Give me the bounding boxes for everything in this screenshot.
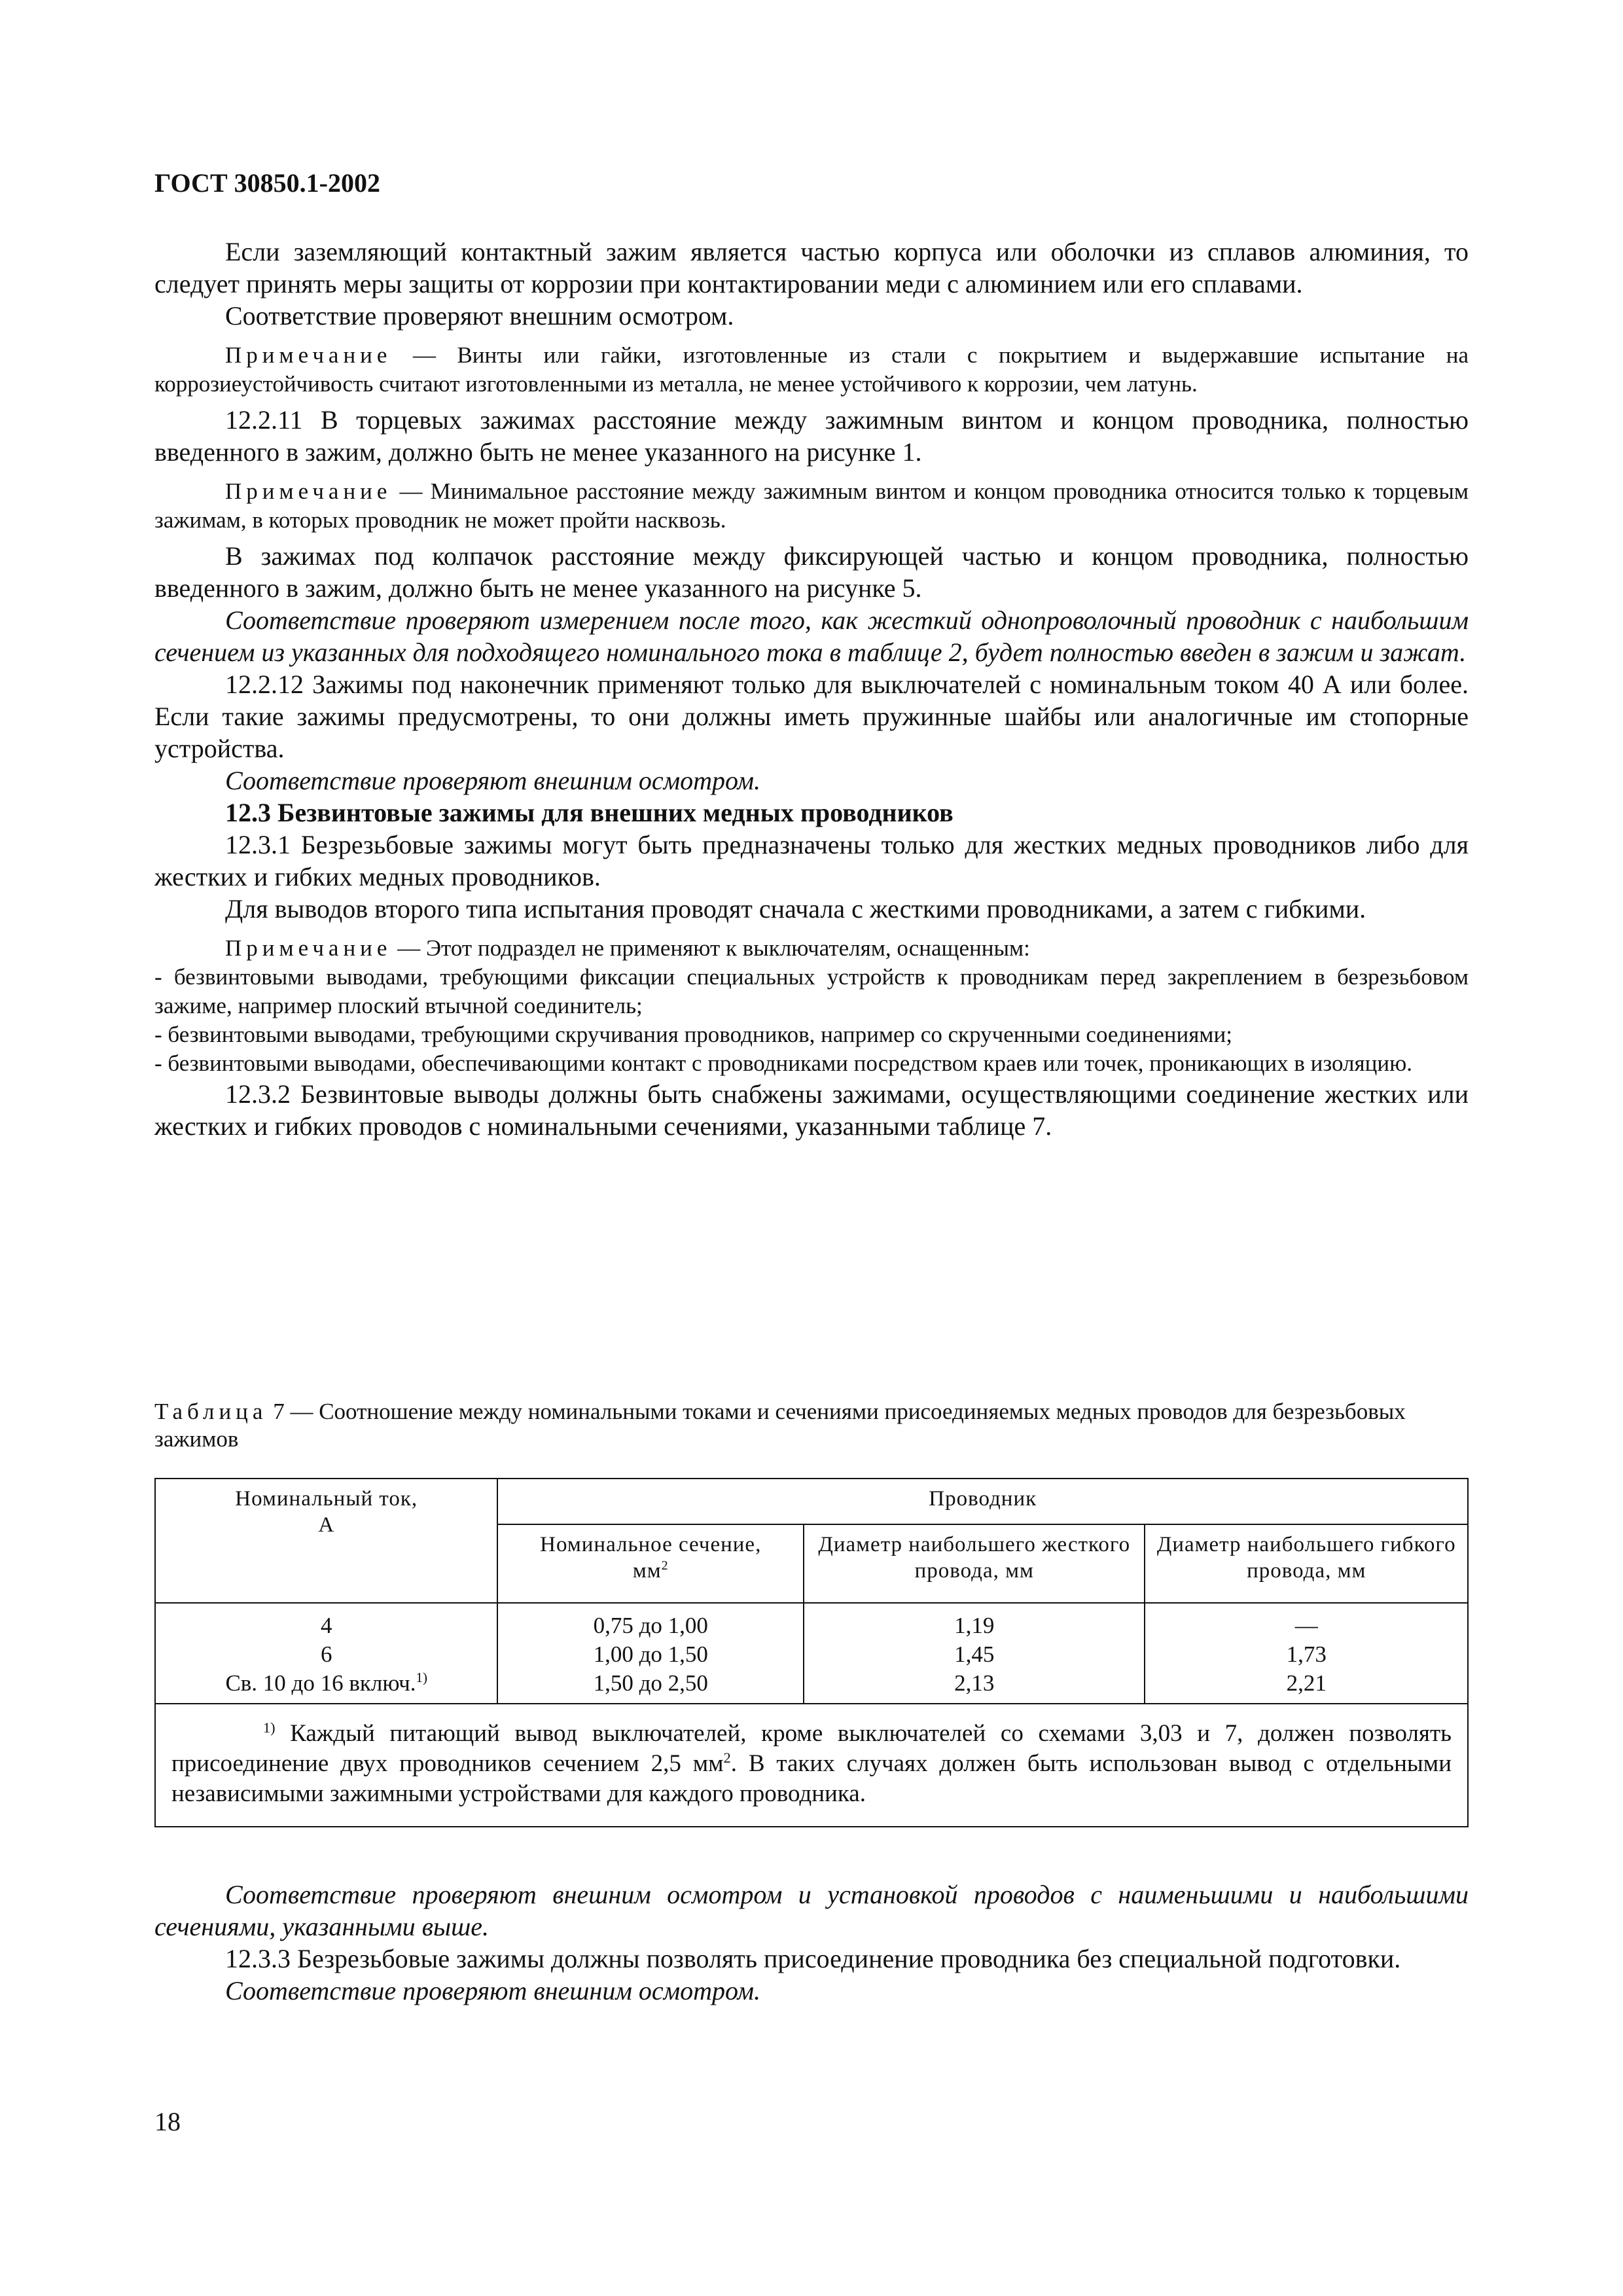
cell-flex: 2,21 <box>1286 1670 1327 1696</box>
note-list-item: - безвинтовыми выводами, требующими скручивания проводников, например со скрученными соединениями; <box>154 1022 1232 1047</box>
page-number: 18 <box>154 2107 181 2136</box>
note <box>154 477 1469 535</box>
note-label: Примечание <box>225 342 392 368</box>
paragraph: Соответствие проверяют измерением после того, как жесткий однопроволочный проводник с наибольшим сечением из указанных для подходящего номинального тока в таблице 2, будет полностью введен в зажим и зажат. <box>154 605 1469 667</box>
header-nominal-section <box>497 1524 804 1603</box>
table-7 <box>154 1478 1469 1827</box>
table-data-rows <box>155 1603 1468 1704</box>
note <box>154 934 1469 963</box>
paragraph: Соответствие проверяют внешним осмотром. <box>225 1976 761 2005</box>
note-text: — Минимальное расстояние между зажимным винтом и концом проводника относится только к торцевым зажимам, в которых проводник не может пройти насквозь. <box>154 478 1469 533</box>
paragraph: В зажимах под колпачок расстояние между фиксирующей частью и концом проводника, полностью введенного в зажим, должно быть не менее указанного на рисунке 5. <box>154 541 1469 603</box>
note <box>154 341 1469 399</box>
column-rigid-diameter <box>804 1603 1145 1704</box>
header-flexible-diameter: Диаметр наибольшего гибкого провода, мм <box>1145 1524 1468 1603</box>
paragraph: Соответствие проверяют внешним осмотром. <box>225 301 734 331</box>
footnote-mark: 1) <box>263 1719 276 1736</box>
cell-section: 1,50 до 2,50 <box>593 1670 708 1696</box>
header-nominal-current-unit: А <box>318 1513 335 1537</box>
paragraph: Для выводов второго типа испытания проводят сначала с жесткими проводниками, а затем с гибкими. <box>225 894 1366 924</box>
paragraph: Соответствие проверяют внешним осмотром. <box>225 766 761 795</box>
table-caption-text: 7 — Соотношение между номинальными токами и сечениями присоединяемых медных проводов для безрезьбовых зажимов <box>154 1399 1406 1452</box>
header-nominal-section-label: Номинальное сечение, <box>540 1533 762 1556</box>
note-label: Примечание <box>225 478 392 504</box>
cell-flex: — <box>1294 1613 1318 1638</box>
column-nominal-current <box>155 1603 497 1704</box>
cell-current: 4 <box>320 1613 332 1638</box>
cell-current: 6 <box>320 1641 332 1667</box>
document-body-continued <box>154 1878 1469 2007</box>
table-footnote: $^{1)}$ Каждый питающий вывод выключателей, кроме выключателей со схемами 3,03 и 7, должен позволять присоединение двух проводников сечением 2,5 $мм^2$. В таких случаях должен быть использован вывод с отдельными независимыми зажимными устройствами для каждого проводника. <box>155 1704 1468 1827</box>
document-header: ГОСТ 30850.1-2002 <box>154 168 380 198</box>
note-label: Примечание <box>225 935 392 961</box>
paragraph: 12.3.1 Безрезьбовые зажимы могут быть предназначены только для жестких медных проводников либо для жестких и гибких медных проводников. <box>154 830 1469 891</box>
cell-section: 0,75 до 1,00 <box>593 1613 708 1638</box>
header-rigid-diameter: Диаметр наибольшего жесткого провода, мм <box>804 1524 1145 1603</box>
table-caption-label: Таблица <box>154 1399 268 1424</box>
note-list-item: - безвинтовыми выводами, требующими фиксации специальных устройств к проводникам перед закреплением в безрезьбовом зажиме, например плоский втычной соединитель; <box>154 964 1469 1018</box>
header-nominal-current-label: Номинальный ток, <box>235 1487 418 1511</box>
column-nominal-section <box>497 1603 804 1704</box>
paragraph: 12.2.11 В торцевых зажимах расстояние между зажимным винтом и концом проводника, полностью введенного в зажим, должно быть не менее указанного на рисунке 1. <box>154 405 1469 467</box>
header-nominal-section-unit: $мм^2$ <box>632 1558 669 1583</box>
paragraph: 12.3.3 Безрезьбовые зажимы должны позволять присоединение проводника без специальной подготовки. <box>225 1944 1401 1973</box>
cell-rigid: 2,13 <box>954 1670 995 1696</box>
header-nominal-current <box>155 1479 497 1603</box>
paragraph: 12.3.2 Безвинтовые выводы должны быть снабжены зажимами, осуществляющими соединение жестких или жестких и гибких проводов с номинальными сечениями, указанными таблице 7. <box>154 1079 1469 1141</box>
note-text: — Винты или гайки, изготовленные из стали с покрытием и выдержавшие испытание на коррозиеустойчивость считают изготовленными из металла, не менее устойчивого к коррозии, чем латунь. <box>154 342 1469 397</box>
cell-section: 1,00 до 1,50 <box>593 1641 708 1667</box>
cell-flex: 1,73 <box>1286 1641 1327 1667</box>
note-list-item: - безвинтовыми выводами, обеспечивающими контакт с проводниками посредством краев или точек, проникающих в изоляцию. <box>154 1050 1412 1076</box>
paragraph: Соответствие проверяют внешним осмотром и установкой проводов с наименьшими и наибольшими сечениями, указанными выше. <box>154 1880 1469 1941</box>
document-body <box>154 236 1469 1142</box>
paragraph: Если заземляющий контактный зажим является частью корпуса или оболочки из сплавов алюминия, то следует принять меры защиты от коррозии при контактировании меди с алюминием или его сплавами. <box>154 237 1469 298</box>
paragraph: 12.2.12 Зажимы под наконечник применяют только для выключателей с номинальным током 40 А или более. Если такие зажимы предусмотрены, то они должны иметь пружинные шайбы или аналогичные им стопорные устройства. <box>154 670 1469 763</box>
cell-rigid: 1,19 <box>954 1613 995 1638</box>
column-flexible-diameter <box>1145 1603 1468 1704</box>
table-caption <box>154 1398 1469 1453</box>
cell-current: Св. 10 до 16 включ.$^{1)}$ <box>225 1670 428 1696</box>
section-heading: 12.3 Безвинтовые зажимы для внешних медных проводников <box>225 798 954 827</box>
note-text: — Этот подраздел не применяют к выключателям, оснащенным: <box>391 935 1030 961</box>
cell-rigid: 1,45 <box>954 1641 995 1667</box>
header-conductor: Проводник <box>497 1479 1468 1524</box>
footnote-ref: 1) <box>416 1670 428 1686</box>
